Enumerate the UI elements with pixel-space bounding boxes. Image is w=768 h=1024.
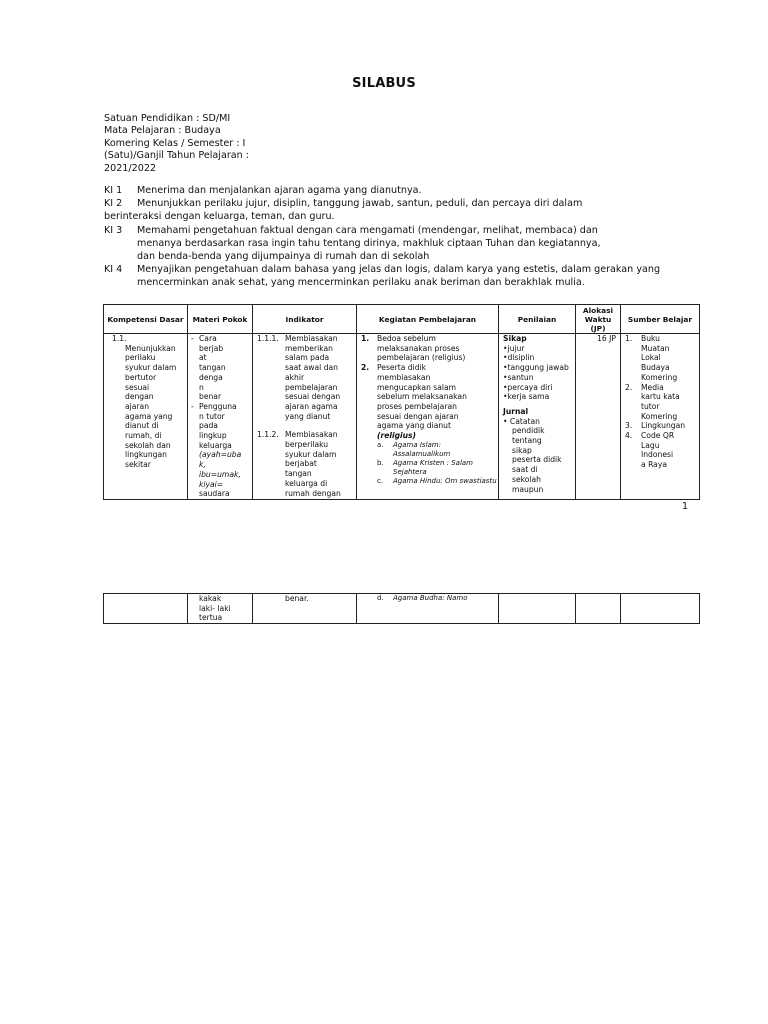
sumber-number: 4. (625, 431, 633, 441)
text-line: berperilaku (285, 440, 329, 450)
sumber-number: 2. (625, 382, 633, 392)
text-line: Pengguna (199, 401, 237, 411)
ki-text: menanya berdasarkan rasa ingin tahu tentang dirinya, makhluk ciptaan Tuhan dan kegiatannya, (137, 237, 601, 249)
sub-letter: b. (377, 458, 384, 467)
sumber-item (621, 383, 699, 422)
text-line: (ayah=uba (199, 450, 242, 460)
ki-text: dan benda-benda yang dijumpainya di rumah dan di sekolah (137, 251, 430, 263)
text-line: dianut di (125, 421, 159, 431)
ki-text: mencerminkan anak sehat, yang mencerminkan perilaku anak beriman dan berakhlak mulia. (137, 277, 585, 289)
text-line: tertua (199, 613, 223, 623)
table-header-row (104, 305, 700, 334)
materi-item (188, 402, 252, 499)
text-line: kiyai= (199, 479, 224, 489)
meta-line: Mata Pelajaran : Budaya (104, 125, 221, 137)
text-line: k, (199, 460, 206, 470)
sikap-item: •kerja sama (503, 392, 550, 402)
text-line: Komering (641, 411, 678, 421)
text-line: berjab (199, 343, 224, 353)
text-line: ajaran agama (285, 401, 338, 411)
text-line: tentang (512, 436, 542, 446)
text-line: a Raya (641, 460, 667, 470)
core-competencies (104, 184, 704, 290)
sub-text: Agama Islam: Assalamualikum (393, 440, 451, 458)
indikator-item (253, 334, 356, 421)
text-line: pendidik (512, 426, 545, 436)
text-line: benar. (285, 594, 309, 603)
sumber-number: 1. (625, 334, 633, 343)
text-line: Code QR (641, 431, 675, 441)
text-line: agama yang dianut (377, 421, 451, 431)
ki-text: Menerima dan menjalankan ajaran agama yang dianutnya. (137, 185, 422, 196)
sub-text: Agama Kristen : Salam Sejahtera (393, 458, 473, 476)
ki-text: berinteraksi dengan keluarga, teman, dan guru. (104, 211, 335, 223)
text-line: Muatan (641, 343, 670, 353)
alokasi-value: 16 JP (597, 334, 616, 343)
text-line: mengucapkan salam (377, 382, 457, 392)
text-line: Komering (641, 372, 678, 382)
ki-text: Memahami pengetahuan faktual dengan cara mengamati (mendengar, melihat, membaca) dan (137, 224, 598, 236)
text-line: pembelajaran (religius) (377, 353, 466, 363)
kegiatan-subitem (357, 441, 498, 459)
alokasi-cell (576, 594, 621, 624)
text-line: syukur dalam (125, 363, 177, 373)
sub-text: Agama Budha: Namo (393, 594, 468, 602)
syllabus-table (103, 304, 700, 500)
materi-cell (188, 334, 253, 500)
text-line: Cara (199, 334, 217, 343)
text-line: peserta didik (512, 455, 562, 465)
kd-cell (104, 334, 188, 500)
text-line: lingkungan (125, 450, 167, 460)
indikator-number: 1.1.2. (257, 430, 279, 440)
ki-code: KI 2 (104, 198, 123, 210)
kegiatan-cell (357, 334, 499, 500)
text-line: tangan (199, 363, 226, 373)
text-line: salam pada (285, 353, 330, 363)
text-line: Lingkungan (641, 421, 686, 431)
sikap-label: Sikap (503, 334, 527, 343)
ki-code: KI 1 (104, 185, 123, 196)
header-cell: Penilaian (499, 305, 576, 334)
materi-cell (188, 594, 253, 624)
kegiatan-item (357, 334, 498, 363)
sikap-item: •disiplin (503, 353, 535, 363)
sub-letter: a. (377, 440, 384, 449)
bullet: - (191, 401, 194, 411)
kd-cell (104, 594, 188, 624)
text-line: Indonesi (641, 450, 674, 460)
sumber-cell (621, 594, 700, 624)
sumber-item (621, 431, 699, 470)
alokasi-cell (576, 334, 621, 500)
kegiatan-subitem (357, 459, 498, 477)
text-line: sekolah (512, 474, 541, 484)
kegiatan-item (357, 363, 498, 441)
text-line: melaksanakan proses (377, 343, 460, 353)
table-row (104, 594, 700, 624)
kegiatan-subitem (357, 477, 498, 486)
text-line: proses pembelajaran (377, 401, 457, 411)
text-line: Media (641, 382, 664, 392)
text-line: tangan (285, 469, 312, 479)
text-line: Bedoa sebelum (377, 334, 436, 343)
text-line: memberikan (285, 343, 333, 353)
text-line: ibu=umak, (199, 469, 241, 479)
kegiatan-cell (357, 594, 499, 624)
text-line: Lagu (641, 440, 660, 450)
text-line: denga (199, 372, 223, 382)
text-line: syukur dalam (285, 449, 337, 459)
text-line: Membiasakan (285, 430, 338, 440)
sikap-item: •tanggung jawab (503, 363, 569, 373)
sikap-item: •jujur (503, 343, 525, 353)
ki-item (104, 263, 704, 289)
ki-item (104, 224, 704, 264)
text-line: benar (199, 392, 222, 402)
text-line: n tutor (199, 411, 225, 421)
text-line: sekolah dan (125, 440, 171, 450)
penilaian-cell (499, 594, 576, 624)
meta-line: Komering Kelas / Semester : I (104, 137, 246, 149)
text-line: n (199, 382, 204, 392)
text-line: lingkup (199, 431, 227, 441)
header-cell: Materi Pokok (188, 305, 253, 334)
jurnal-item: • Catatan (503, 416, 540, 426)
text-line: sesuai dengan ajaran (377, 411, 459, 421)
text-line: at (199, 353, 207, 363)
text-line: tutor (641, 401, 660, 411)
sikap-item: •percaya diri (503, 382, 553, 392)
sub-letter: c. (377, 476, 384, 485)
kd-number: 1.1. (112, 334, 127, 343)
text-line: sesuai (125, 382, 150, 392)
meta-line: 2021/2022 (104, 162, 157, 174)
syllabus-table-continuation (103, 593, 700, 624)
materi-item (188, 334, 252, 402)
header-cell: Sumber Belajar (621, 305, 700, 334)
page-title: SILABUS (352, 76, 416, 91)
text-line: rumah dengan (285, 488, 341, 498)
text-line: saudara (199, 489, 230, 499)
text-line: saat di (512, 465, 538, 475)
sumber-item (621, 334, 699, 383)
penilaian-cell (499, 334, 576, 500)
ki-code: KI 3 (104, 224, 123, 236)
text-line: yang dianut (285, 411, 331, 421)
sub-letter: d. (377, 594, 384, 602)
text-line: membiasakan (377, 372, 431, 382)
sikap-item: •santun (503, 372, 534, 382)
text-line: pembelajaran (285, 382, 338, 392)
text-line: sekitar (125, 460, 151, 470)
header-cell: Alokasi Waktu (JP) (576, 305, 621, 334)
text-line: sebelum melaksanakan (377, 392, 467, 402)
ki-text: Menyajikan pengetahuan dalam bahasa yang jelas dan logis, dalam karya yang estetis, dalam gerakan yang (137, 264, 661, 276)
text-line: Lokal (641, 353, 661, 363)
ki-item (104, 197, 704, 210)
kd-text (108, 344, 183, 470)
text-line: bertutor (125, 372, 157, 382)
text-line: Menunjukkan (125, 343, 176, 353)
text-line: (religius) (377, 431, 417, 441)
text-line: pada (199, 421, 218, 431)
text-line: ajaran (125, 401, 150, 411)
text-line: keluarga di (285, 478, 328, 488)
text-line: agama yang (125, 411, 173, 421)
text-line: akhir (285, 372, 305, 382)
jurnal-label: Jurnal (503, 406, 529, 416)
meta-line: (Satu)/Ganjil Tahun Pelajaran : (104, 150, 250, 162)
indikator-number: 1.1.1. (257, 334, 279, 343)
text-line: sikap (512, 445, 532, 455)
indikator-cell (253, 334, 357, 500)
page-number: 1 (682, 501, 689, 512)
document-meta (104, 113, 249, 175)
meta-line: Satuan Pendidikan : SD/MI (104, 113, 231, 124)
text-line: berjabat (285, 459, 317, 469)
sub-text: Agama Hindu: Om swastiastu (393, 476, 497, 485)
sumber-number: 3. (625, 421, 633, 431)
text-line: perilaku (125, 353, 156, 363)
indikator-cell (253, 594, 357, 624)
text-line: kakak (199, 594, 222, 603)
indikator-item (253, 430, 356, 498)
kegiatan-number: 1. (361, 334, 370, 343)
header-cell: Kompetensi Dasar (104, 305, 188, 334)
ki-item (104, 184, 704, 197)
bullet: - (191, 334, 194, 343)
kegiatan-subitem (357, 594, 498, 603)
text-line: laki- laki (199, 603, 231, 613)
text-line: dengan (125, 392, 154, 402)
text-line: keluarga (199, 440, 232, 450)
text-line: kartu kata (641, 392, 680, 402)
text-line: sesuai dengan (285, 392, 341, 402)
kegiatan-number: 2. (361, 363, 370, 373)
header-cell: Indikator (253, 305, 357, 334)
text-line: Membiasakan (285, 334, 338, 343)
text-line: saat awal dan (285, 363, 338, 373)
table-row (104, 334, 700, 500)
sumber-item (621, 421, 699, 431)
text-line: Budaya (641, 363, 670, 373)
ki-text: Menunjukkan perilaku jujur, disiplin, tanggung jawab, santun, peduli, dan percaya diri dalam (137, 198, 583, 210)
ki-code: KI 4 (104, 264, 123, 276)
text-line: rumah, di (125, 431, 162, 441)
text-line: Peserta didik (377, 363, 427, 373)
text-line: Buku (641, 334, 660, 343)
header-cell: Kegiatan Pembelajaran (357, 305, 499, 334)
sumber-cell (621, 334, 700, 500)
text-line: maupun (512, 484, 544, 494)
